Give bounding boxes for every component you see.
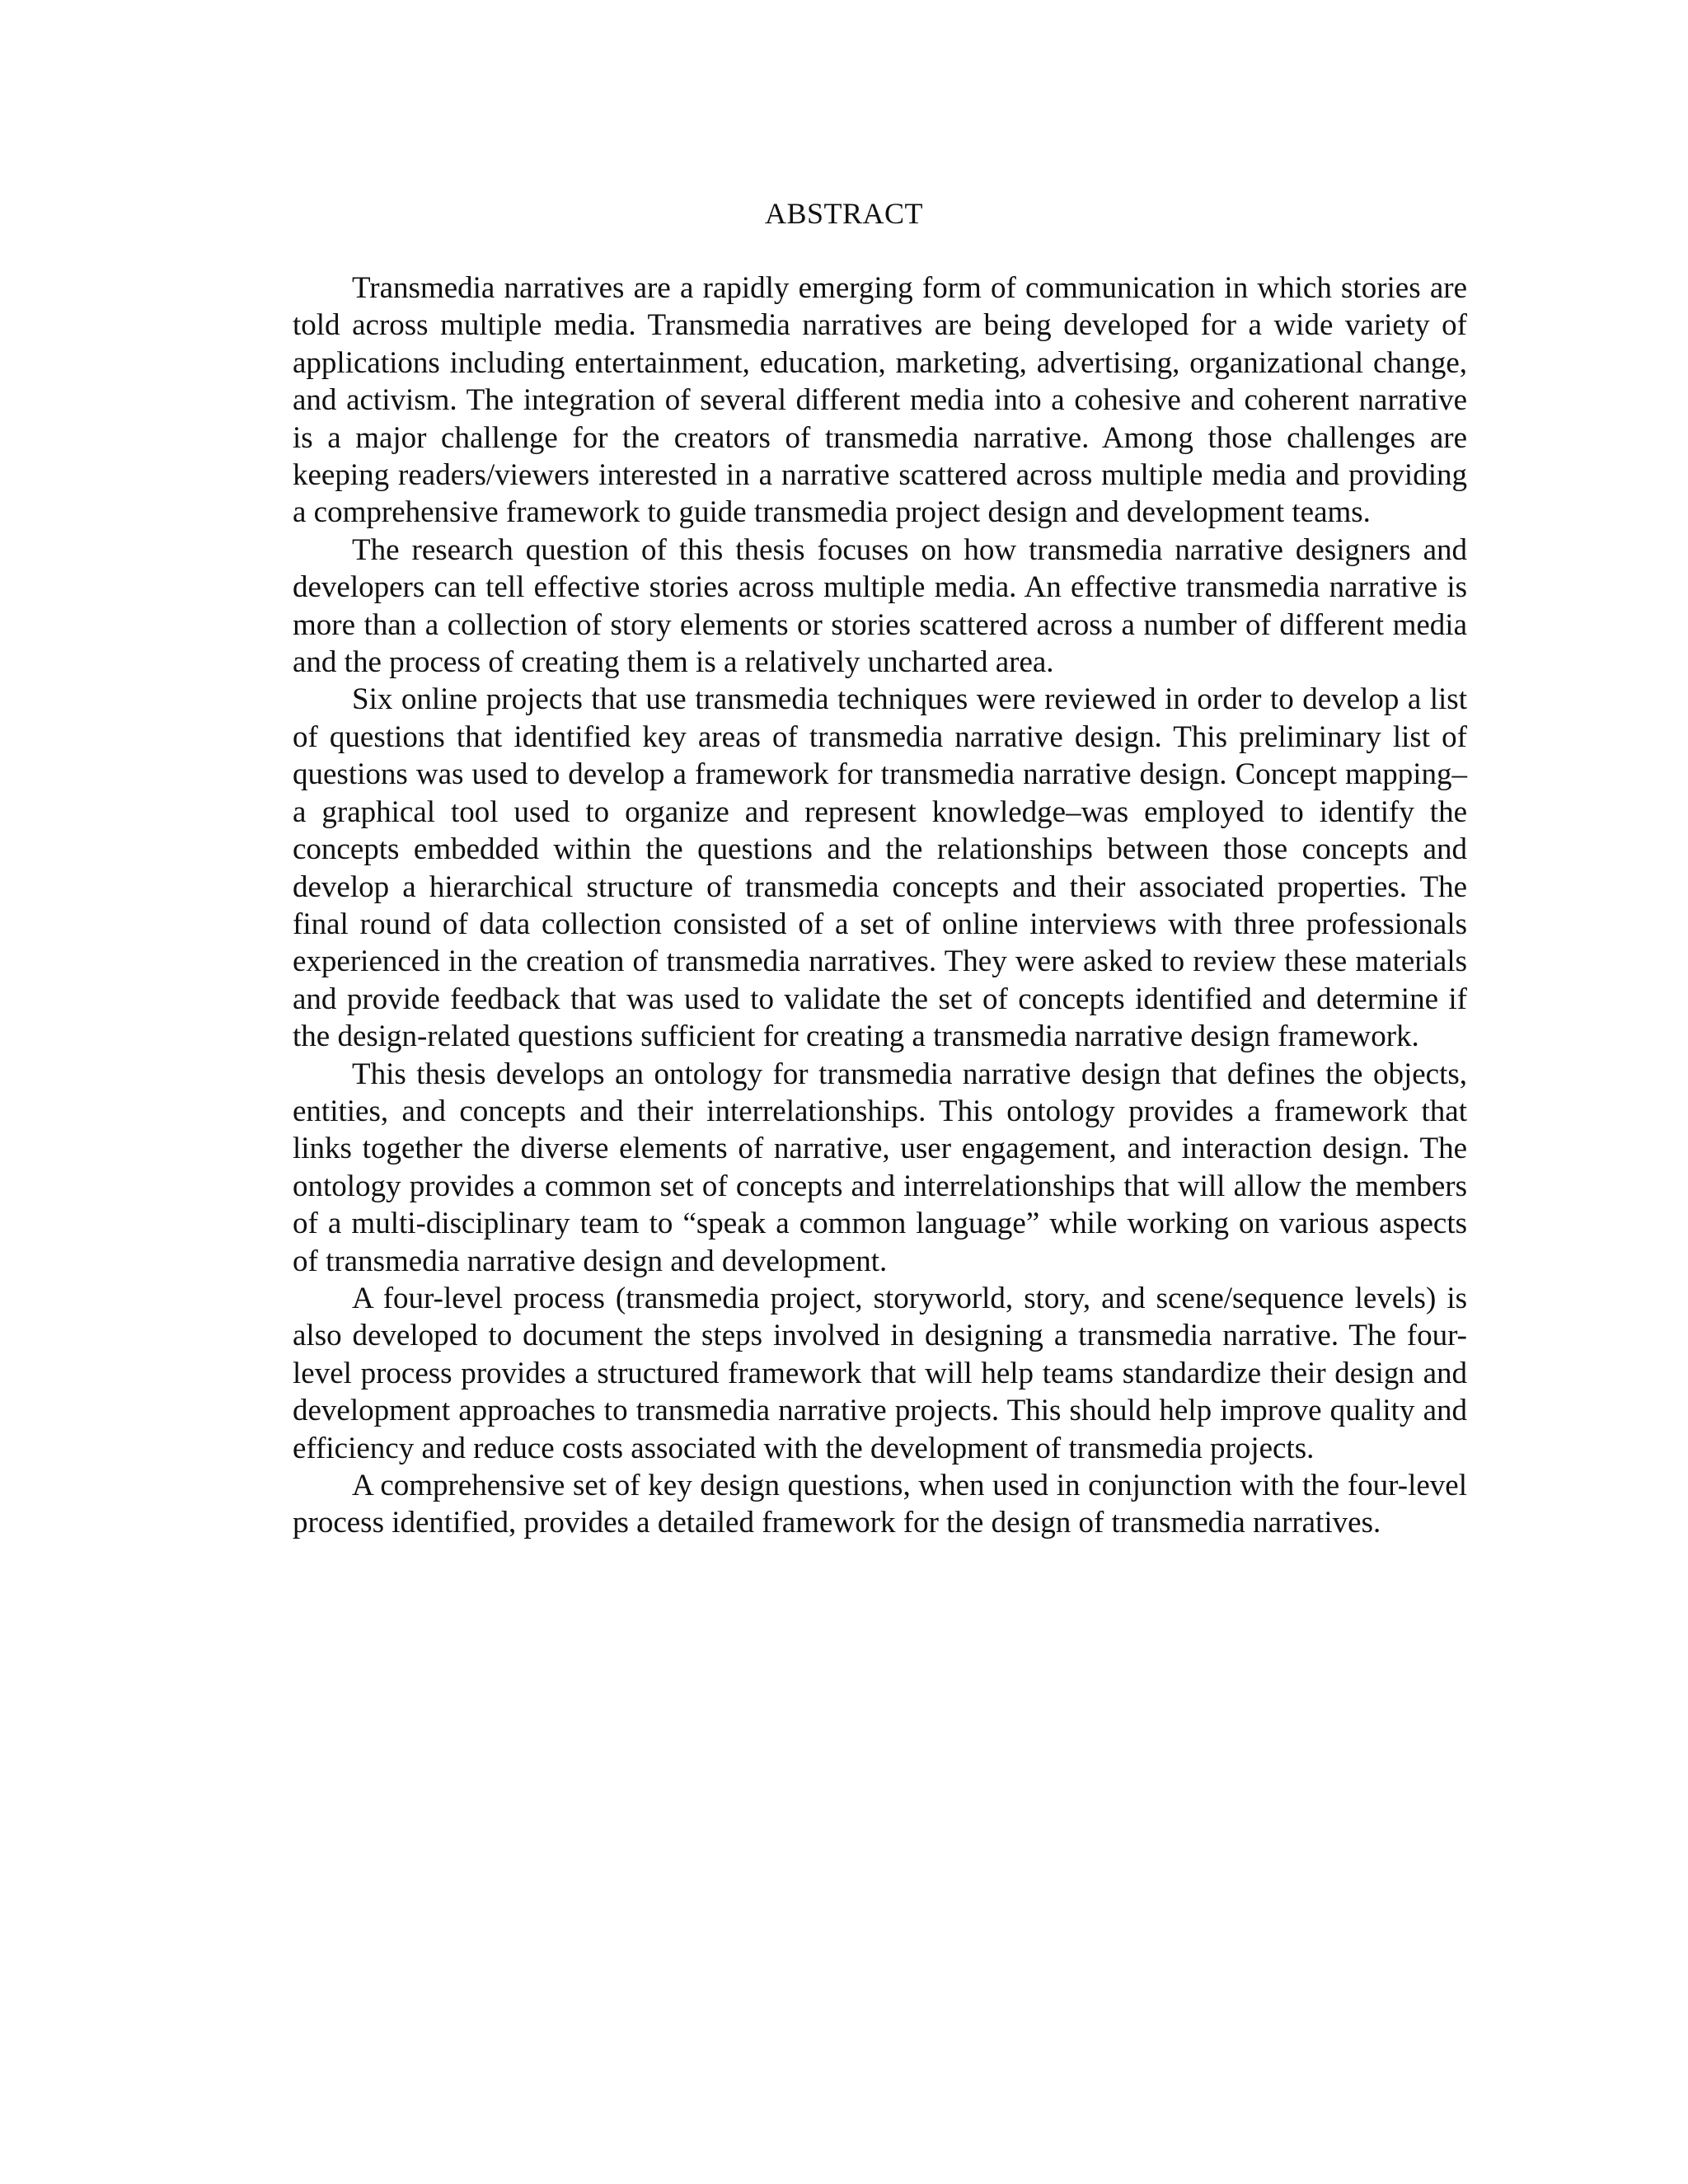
paragraph-6: A comprehensive set of key design questions, when used in conjunction with the four-level process identified, provides a detailed framework for the design of transmedia narratives. xyxy=(293,1469,1467,1540)
paragraph-4: This thesis develops an ontology for transmedia narrative design that defines the objects, entities, and concepts and their interrelationships. This ontology provides a framework that links together the diverse elements of narrative, user engagement, and interaction design. The ontology provides a common set of concepts and interrelationships that will allow the members of a multi-disciplinary team to “speak a common language” while working on various aspects of transmedia narrative design and development. xyxy=(293,1057,1467,1278)
paragraph-3: Six online projects that use transmedia techniques were reviewed in order to develop a list of questions that identified key areas of transmedia narrative design. This preliminary list of questions was used to develop a framework for transmedia narrative design. Concept mapping–a graphical tool used to organize and represent knowledge–was employed to identify the concepts embedded within the questions and the relationships between those concepts and develop a hierarchical structure of transmedia concepts and their associated properties. The final round of data collection consisted of a set of online interviews with three professionals experienced in the creation of transmedia narratives. They were asked to review these materials and provide feedback that was used to validate the set of concepts identified and determine if the design-related questions sufficient for creating a transmedia narrative design framework. xyxy=(293,682,1467,1054)
paragraph-2: The research question of this thesis focuses on how transmedia narrative designers and developers can tell effective stories across multiple media. An effective transmedia narrative is more than a collection of story elements or stories scattered across a number of different media and the process of creating them is a relatively uncharted area. xyxy=(293,532,1467,680)
paragraph-1: Transmedia narratives are a rapidly emerging form of communication in which stories are told across multiple media. Transmedia narratives are being developed for a wide variety of applications including entertainment, education, marketing, advertising, organizational change, and activism. The integration of several different media into a cohesive and coherent narrative is a major challenge for the creators of transmedia narrative. Among those challenges are keeping readers/viewers interested in a narrative scattered across multiple media and providing a comprehensive framework to guide transmedia project design and development teams. xyxy=(293,271,1467,530)
abstract-body xyxy=(293,269,1467,1542)
paragraph-5: A four-level process (transmedia project, storyworld, story, and scene/sequence levels) is also developed to document the steps involved in designing a transmedia narrative. The four-level process provides a structured framework that will help teams standardize their design and development approaches to transmedia narrative projects. This should help improve quality and efficiency and reduce costs associated with the development of transmedia projects. xyxy=(293,1281,1467,1465)
page-title: ABSTRACT xyxy=(764,197,924,230)
